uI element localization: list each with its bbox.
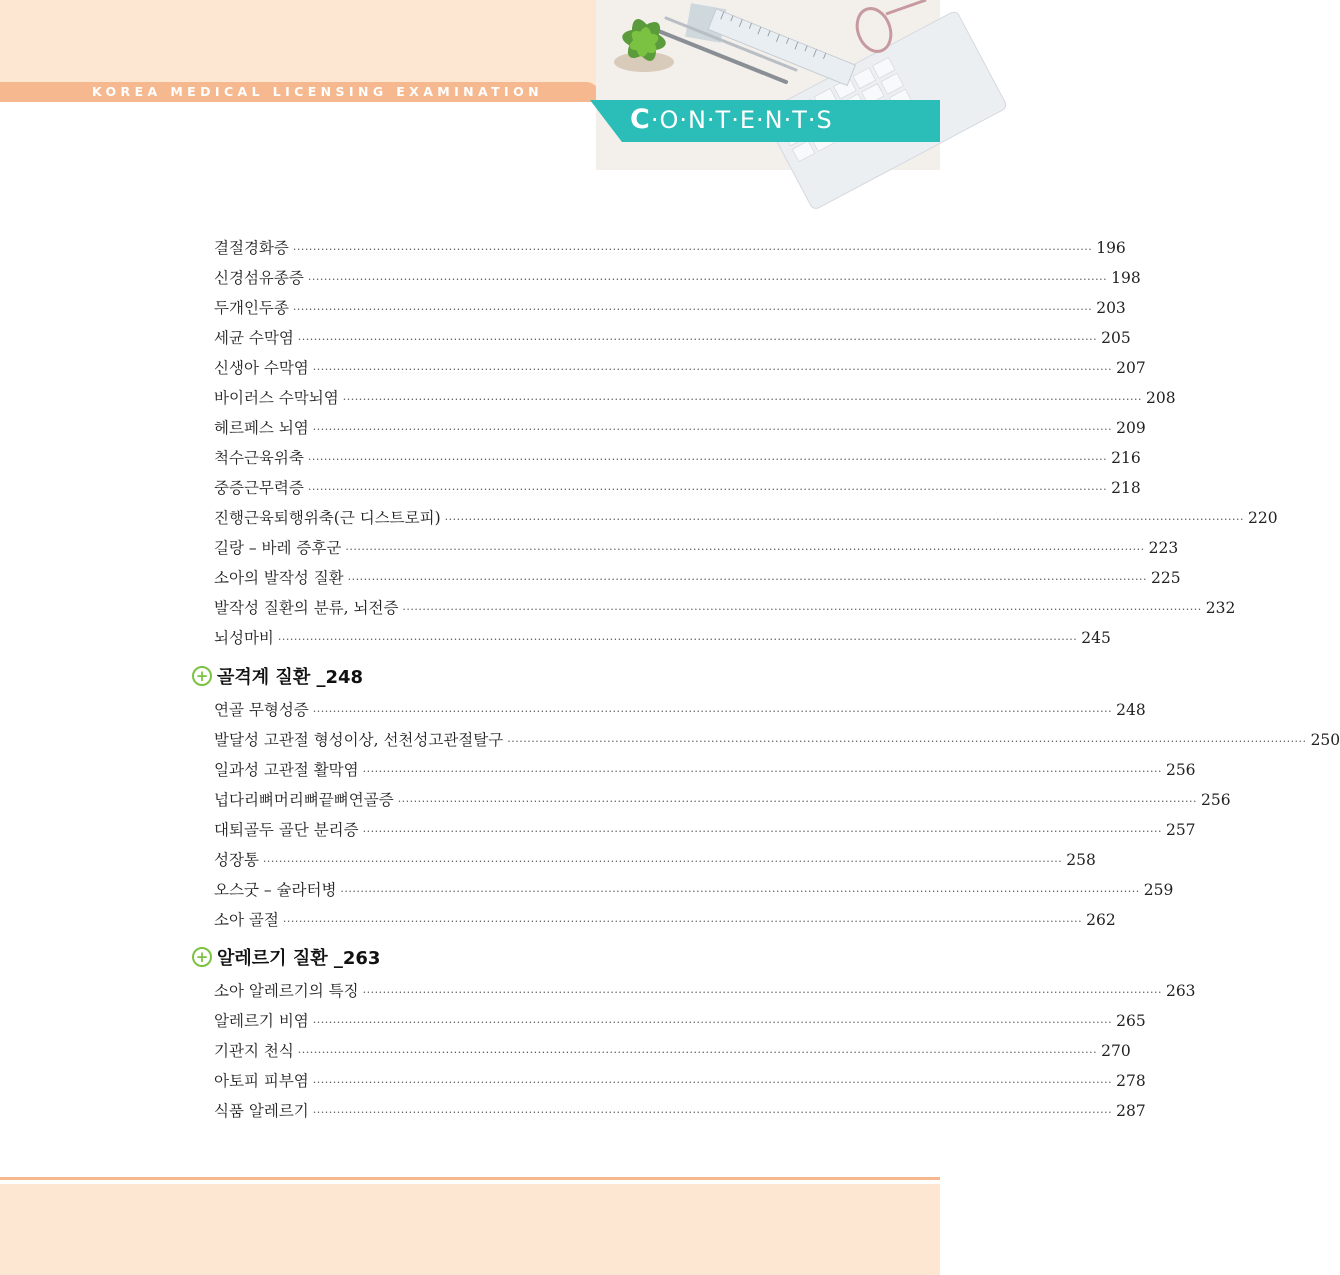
toc-entry[interactable] <box>214 506 1278 528</box>
toc-entry-title: 일과성 고관절 활막염 <box>214 761 359 779</box>
toc-entry-page: 196 <box>1096 239 1126 257</box>
dot-leader: ········································································································································································································ <box>312 1076 1113 1089</box>
toc-entry-page: 256 <box>1165 761 1196 779</box>
dot-leader: ········································································································································································································ <box>345 543 1145 556</box>
toc-entry[interactable] <box>214 818 1196 840</box>
series-title: KOREA MEDICAL LICENSING EXAMINATION <box>92 84 543 99</box>
toc-entry-title: 넙다리뼈머리뼈끝뼈연골증 <box>214 791 394 809</box>
toc-entry-page: 263 <box>1165 982 1196 1000</box>
toc-entry[interactable] <box>214 356 1146 378</box>
toc-entry-page: 232 <box>1205 599 1236 617</box>
toc-entry-page: 270 <box>1101 1042 1131 1060</box>
toc-entry-title: 대퇴골두 골단 분리증 <box>214 821 359 839</box>
toc-entry-title: 두개인두종 <box>214 299 289 317</box>
toc-entry[interactable] <box>214 698 1146 720</box>
toc-entry[interactable] <box>214 386 1176 408</box>
toc-entry-title: 중증근무력증 <box>214 479 304 497</box>
toc-entry[interactable] <box>214 908 1116 930</box>
dot-leader: ········································································································································································································ <box>262 855 1063 868</box>
section-heading[interactable] <box>192 944 380 970</box>
toc-entry-title: 길랑 – 바레 증후군 <box>214 539 342 557</box>
toc-entry-page: 287 <box>1116 1102 1146 1120</box>
dot-leader: ········································································································································································································ <box>312 423 1113 436</box>
section-title: 골격계 질환 _248 <box>217 667 364 688</box>
dot-leader: ········································································································································································································ <box>507 735 1307 748</box>
dot-leader: ········································································································································································································ <box>312 1016 1113 1029</box>
toc-entry[interactable] <box>214 848 1096 870</box>
toc-entry-page: 257 <box>1165 821 1196 839</box>
toc-entry-title: 결절경화증 <box>214 239 289 257</box>
dot-leader: ········································································································································································································ <box>312 705 1113 718</box>
toc-entry[interactable] <box>214 1039 1131 1061</box>
toc-entry[interactable] <box>214 878 1174 900</box>
toc-entry-page: 258 <box>1066 851 1096 869</box>
dot-leader: ········································································································································································································ <box>312 1106 1113 1119</box>
toc-entry[interactable] <box>214 296 1126 318</box>
toc-entry[interactable] <box>214 758 1196 780</box>
toc-entry[interactable] <box>214 326 1131 348</box>
contents-title: C·O·N·T·E·N·T·S <box>630 104 833 135</box>
dot-leader: ········································································································································································································ <box>362 825 1162 838</box>
dot-leader: ········································································································································································································ <box>362 986 1162 999</box>
toc-entry-title: 헤르페스 뇌염 <box>214 419 309 437</box>
toc-entry-page: 205 <box>1101 329 1131 347</box>
dot-leader: ········································································································································································································ <box>362 765 1162 778</box>
toc-entry[interactable] <box>214 728 1340 750</box>
toc-entry-title: 진행근육퇴행위축(근 디스트로피) <box>214 509 441 527</box>
toc-entry-title: 성장통 <box>214 851 259 869</box>
toc-entry-title: 뇌성마비 <box>214 629 274 647</box>
toc-entry-page: 220 <box>1247 509 1278 527</box>
toc-entry-page: 207 <box>1116 359 1146 377</box>
dot-leader: ········································································································································································································ <box>312 363 1113 376</box>
toc-entry[interactable] <box>214 1069 1146 1091</box>
toc-entry-title: 척수근육위축 <box>214 449 304 467</box>
toc-entry-page: 256 <box>1201 791 1231 809</box>
toc-entry[interactable] <box>214 236 1126 258</box>
toc-entry-title: 세균 수막염 <box>214 329 294 347</box>
toc-entry-page: 245 <box>1081 629 1111 647</box>
toc-entry[interactable] <box>214 566 1181 588</box>
dot-leader: ········································································································································································································ <box>282 915 1083 928</box>
toc-entry-title: 바이러스 수막뇌염 <box>214 389 339 407</box>
toc-entry[interactable] <box>214 266 1141 288</box>
toc-entry-page: 259 <box>1143 881 1174 899</box>
toc-entry-title: 아토피 피부염 <box>214 1072 309 1090</box>
toc-entry-page: 262 <box>1086 911 1116 929</box>
dot-leader: ········································································································································································································ <box>297 333 1098 346</box>
toc-entry[interactable] <box>214 1009 1146 1031</box>
toc-entry-title: 발작성 질환의 분류, 뇌전증 <box>214 599 399 617</box>
footer-line <box>0 1177 940 1180</box>
dot-leader: ········································································································································································································ <box>292 243 1093 256</box>
dot-leader: ········································································································································································································ <box>307 273 1108 286</box>
toc-entry-title: 오스굿 – 슐라터병 <box>214 881 337 899</box>
toc-entry-page: 203 <box>1096 299 1126 317</box>
toc-entry-title: 소아의 발작성 질환 <box>214 569 344 587</box>
toc-entry-page: 216 <box>1111 449 1141 467</box>
dot-leader: ········································································································································································································ <box>402 603 1202 616</box>
dot-leader: ········································································································································································································ <box>277 633 1078 646</box>
toc-entry-page: 248 <box>1116 701 1146 719</box>
dot-leader: ········································································································································································································ <box>397 795 1198 808</box>
toc-entry[interactable] <box>214 596 1236 618</box>
toc-entry-page: 218 <box>1111 479 1141 497</box>
toc-entry-page: 250 <box>1310 731 1340 749</box>
toc-entry-title: 발달성 고관절 형성이상, 선천성고관절탈구 <box>214 731 504 749</box>
toc-entry-title: 기관지 천식 <box>214 1042 294 1060</box>
section-heading[interactable] <box>192 663 363 689</box>
toc-entry-title: 소아 골절 <box>214 911 279 929</box>
dot-leader: ········································································································································································································ <box>444 513 1244 526</box>
dot-leader: ········································································································································································································ <box>292 303 1093 316</box>
toc-entry-page: 265 <box>1116 1012 1146 1030</box>
plus-circle-icon: + <box>192 947 212 967</box>
dot-leader: ········································································································································································································ <box>340 885 1140 898</box>
toc-entry[interactable] <box>214 416 1146 438</box>
toc-entry-page: 225 <box>1150 569 1181 587</box>
toc-entry-title: 소아 알레르기의 특징 <box>214 982 359 1000</box>
dot-leader: ········································································································································································································ <box>307 483 1108 496</box>
dot-leader: ········································································································································································································ <box>347 573 1147 586</box>
dot-leader: ········································································································································································································ <box>297 1046 1098 1059</box>
toc-entry-title: 연골 무형성증 <box>214 701 309 719</box>
toc-entry-page: 223 <box>1148 539 1179 557</box>
dot-leader: ········································································································································································································ <box>307 453 1108 466</box>
toc-entry[interactable] <box>214 446 1141 468</box>
toc-entry-page: 209 <box>1116 419 1146 437</box>
toc-entry[interactable] <box>214 536 1179 558</box>
desk-photo <box>596 0 940 170</box>
toc-entry-title: 알레르기 비염 <box>214 1012 309 1030</box>
toc-entry-page: 198 <box>1111 269 1141 287</box>
toc-entry[interactable] <box>214 1099 1146 1121</box>
toc-entry[interactable] <box>214 626 1111 648</box>
toc-entry-title: 신생아 수막염 <box>214 359 309 377</box>
toc-entry[interactable] <box>214 788 1231 810</box>
section-title: 알레르기 질환 _263 <box>217 948 381 969</box>
toc-entry-title: 신경섬유종증 <box>214 269 304 287</box>
toc-entry[interactable] <box>214 476 1141 498</box>
dot-leader: ········································································································································································································ <box>342 393 1143 406</box>
toc-entry-page: 208 <box>1146 389 1176 407</box>
toc-entry[interactable] <box>214 979 1196 1001</box>
toc-entry-page: 278 <box>1116 1072 1146 1090</box>
plus-circle-icon: + <box>192 666 212 686</box>
toc-entry-title: 식품 알레르기 <box>214 1102 309 1120</box>
footer-band <box>0 1184 940 1275</box>
